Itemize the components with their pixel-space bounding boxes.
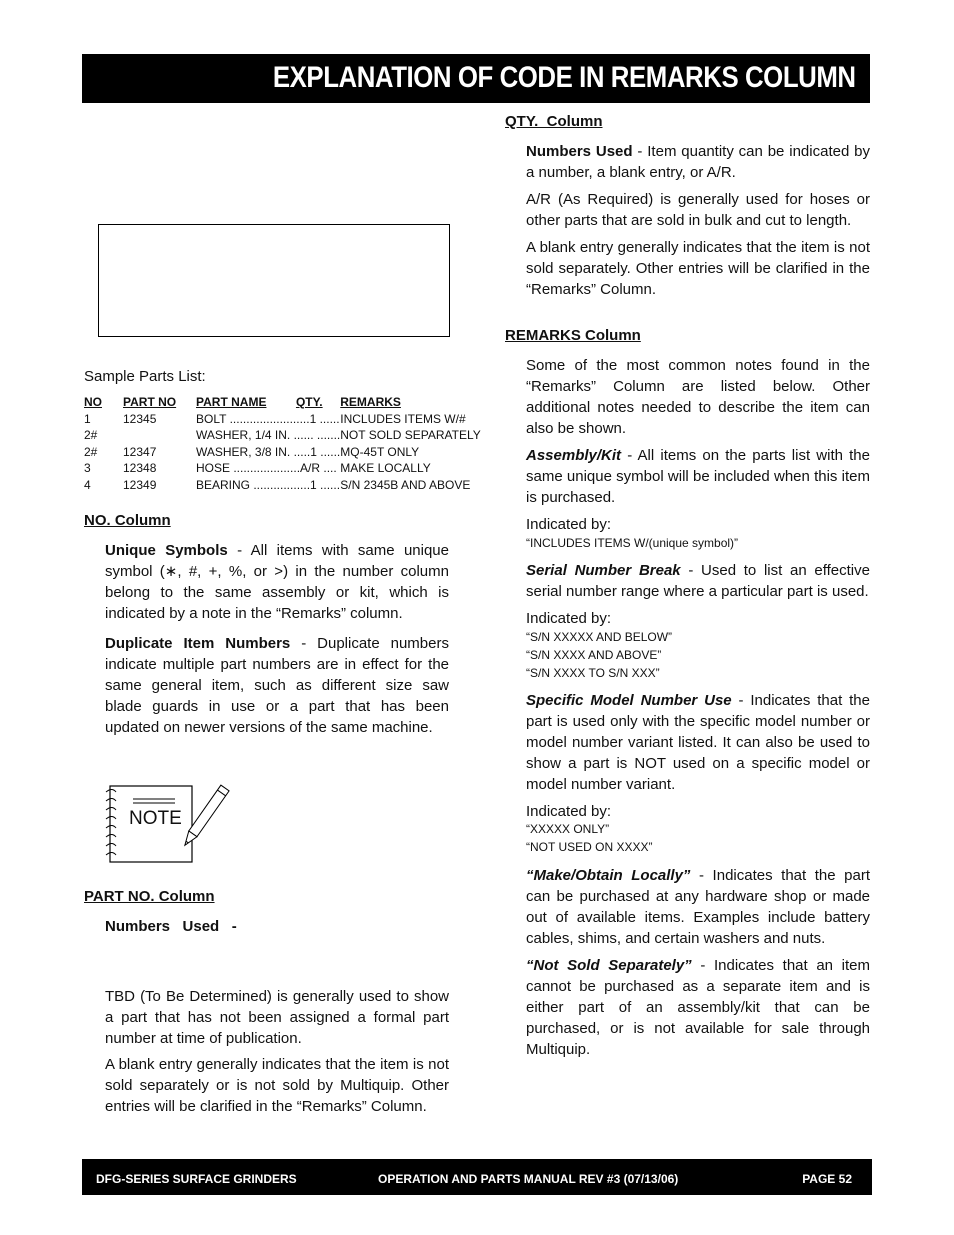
cell-part-no: 12349 bbox=[123, 477, 157, 492]
cell-name-qty: HOSE ....................A/R .... bbox=[196, 461, 337, 475]
title-bar bbox=[82, 54, 870, 103]
serial-example: “S/N XXXX TO S/N XXX” bbox=[526, 666, 660, 680]
duplicate-item-paragraph bbox=[105, 633, 449, 738]
column-header: PART NAME bbox=[196, 395, 267, 409]
make-locally-paragraph bbox=[526, 865, 870, 949]
cell-part-no: 12347 bbox=[123, 444, 157, 459]
sample-parts-label: Sample Parts List: bbox=[84, 368, 206, 385]
table-row bbox=[84, 427, 481, 444]
assembly-kit-paragraph bbox=[526, 445, 870, 508]
no-column-heading: NO. Column bbox=[84, 512, 171, 529]
unique-symbols-term: Unique Symbols bbox=[105, 542, 228, 559]
serial-example: “S/N XXXX AND ABOVE” bbox=[526, 648, 662, 662]
part-no-column-heading: PART NO. Column bbox=[84, 888, 215, 905]
qty-ar-paragraph: A/R (As Required) is generally used for hoses or other parts that are sold in bulk and cut to length. bbox=[526, 191, 870, 229]
remarks-intro-paragraph: Some of the most common notes found in the “Remarks” Column are listed below. Other additional notes needed to describe the item can also be shown. bbox=[526, 357, 870, 437]
serial-example: “S/N XXXXX AND BELOW” bbox=[526, 630, 673, 644]
footer-page-number: PAGE 52 bbox=[802, 1172, 852, 1186]
note-notepad-icon bbox=[103, 782, 243, 866]
cell-name-qty: WASHER, 1/4 IN. ...... ....... bbox=[196, 428, 341, 442]
cell-name-qty: BEARING .................1 ...... bbox=[196, 477, 341, 492]
cell-part-no: 12345 bbox=[123, 411, 157, 426]
make-locally-term: “Make/Obtain Locally” bbox=[526, 867, 691, 884]
table-row bbox=[84, 460, 481, 477]
part-no-numbers-used: Numbers Used - bbox=[105, 918, 237, 935]
assembly-kit-term: Assembly/Kit bbox=[526, 447, 622, 464]
duplicate-item-term: Duplicate Item Numbers bbox=[105, 635, 291, 652]
serial-break-paragraph bbox=[526, 560, 870, 602]
column-header: QTY. bbox=[295, 395, 323, 409]
qty-numbers-used-term: Numbers Used bbox=[526, 143, 633, 160]
cell-no: 2# bbox=[84, 444, 98, 459]
footer-bar bbox=[82, 1159, 872, 1195]
model-number-text: - Indicates that the part is used only with the specific model number or model number variant listed. It can also be used to show a part is NOT used on a specific model or model number variant. bbox=[526, 692, 870, 793]
cell-remarks: MQ-45T ONLY bbox=[340, 444, 420, 459]
column-header: NO bbox=[84, 395, 102, 409]
cell-no: 4 bbox=[84, 477, 91, 492]
table-row bbox=[84, 411, 481, 428]
cell-name-qty: WASHER, 3/8 IN. .....1 ...... bbox=[196, 444, 341, 459]
indicated-by-label: Indicated by: bbox=[526, 803, 612, 820]
not-sold-separately-term: “Not Sold Separately” bbox=[526, 957, 692, 974]
serial-break-term: Serial Number Break bbox=[526, 562, 681, 579]
not-sold-separately-text: - Indicates that an item cannot be purchased as a separate item and is either part of an assembly/kit that can be purchased, or is not available for sale through Multiquip. bbox=[526, 957, 870, 1058]
qty-blank-paragraph: A blank entry generally indicates that the item is not sold separately. Other entries will be clarified in the “Remarks” Column. bbox=[526, 239, 870, 298]
cell-part-no: 12348 bbox=[123, 461, 157, 475]
cell-name-qty: BOLT ........................1 ...... bbox=[196, 411, 340, 426]
model-number-term: Specific Model Number Use bbox=[526, 692, 732, 709]
assembly-kit-text: - All items on the parts list with the same unique symbol will be included when this item is purchased. bbox=[526, 447, 870, 506]
indicated-by-label: Indicated by: bbox=[526, 516, 612, 533]
note-label: NOTE bbox=[129, 808, 182, 829]
qty-column-heading: QTY. Column bbox=[505, 113, 603, 130]
cell-remarks: NOT SOLD SEPARATELY bbox=[340, 428, 481, 442]
unique-symbols-text: - All items with same unique symbol (∗, #, +, %, or >) in the number column belong to the same assembly or kit, which is indicated by a note in the “Remarks” column. bbox=[105, 542, 449, 622]
part-no-blank-paragraph: A blank entry generally indicates that the item is not sold separately or is not sold by Multiquip. Other entries will be clarified in the “Remarks” Column. bbox=[105, 1056, 449, 1115]
assembly-example: “INCLUDES ITEMS W/(unique symbol)” bbox=[526, 536, 739, 550]
table-row bbox=[84, 444, 481, 461]
model-example: “XXXXX ONLY” bbox=[526, 822, 610, 836]
qty-numbers-used-paragraph bbox=[526, 141, 870, 183]
table-header-row bbox=[84, 394, 481, 411]
image-placeholder-box bbox=[98, 224, 450, 337]
tbd-paragraph: TBD (To Be Determined) is generally used to show a part that has not been assigned a formal part number at time of publication. bbox=[105, 988, 449, 1047]
footer-product: DFG-SERIES SURFACE GRINDERS bbox=[96, 1172, 297, 1186]
page-title: EXPLANATION OF CODE IN REMARKS COLUMN bbox=[273, 61, 856, 94]
column-header: PART NO bbox=[123, 395, 177, 409]
unique-symbols-paragraph bbox=[105, 540, 449, 624]
column-header: REMARKS bbox=[340, 395, 401, 409]
not-sold-separately-paragraph bbox=[526, 955, 870, 1060]
footer-manual: OPERATION AND PARTS MANUAL REV #3 (07/13/06) bbox=[378, 1172, 679, 1186]
table-row bbox=[84, 477, 481, 494]
qty-numbers-used-text: - Item quantity can be indicated by a number, a blank entry, or A/R. bbox=[526, 143, 870, 181]
make-locally-text: - Indicates that the part can be purchased at any hardware shop or made out of available items. Examples include battery cables, shims, and certain washers and nuts. bbox=[526, 867, 870, 947]
remarks-column-heading: REMARKS Column bbox=[505, 327, 641, 344]
duplicate-item-text: - Duplicate numbers indicate multiple part numbers are in effect for the same general item, such as different size saw blade guards in use or a part that has been updated on newer versions of the same machine. bbox=[105, 635, 449, 736]
indicated-by-label: Indicated by: bbox=[526, 610, 612, 627]
cell-no: 2# bbox=[84, 428, 98, 442]
sample-parts-table bbox=[84, 394, 481, 493]
cell-remarks: MAKE LOCALLY bbox=[340, 461, 431, 475]
cell-no: 1 bbox=[84, 411, 91, 426]
model-number-paragraph bbox=[526, 690, 870, 795]
model-example: “NOT USED ON XXXX” bbox=[526, 840, 653, 854]
cell-no: 3 bbox=[84, 461, 91, 475]
cell-remarks: INCLUDES ITEMS W/# bbox=[340, 411, 466, 426]
serial-break-text: - Used to list an effective serial number range where a particular part is used. bbox=[526, 562, 870, 600]
cell-remarks: S/N 2345B AND ABOVE bbox=[340, 477, 471, 492]
cell-part-no bbox=[123, 427, 196, 444]
